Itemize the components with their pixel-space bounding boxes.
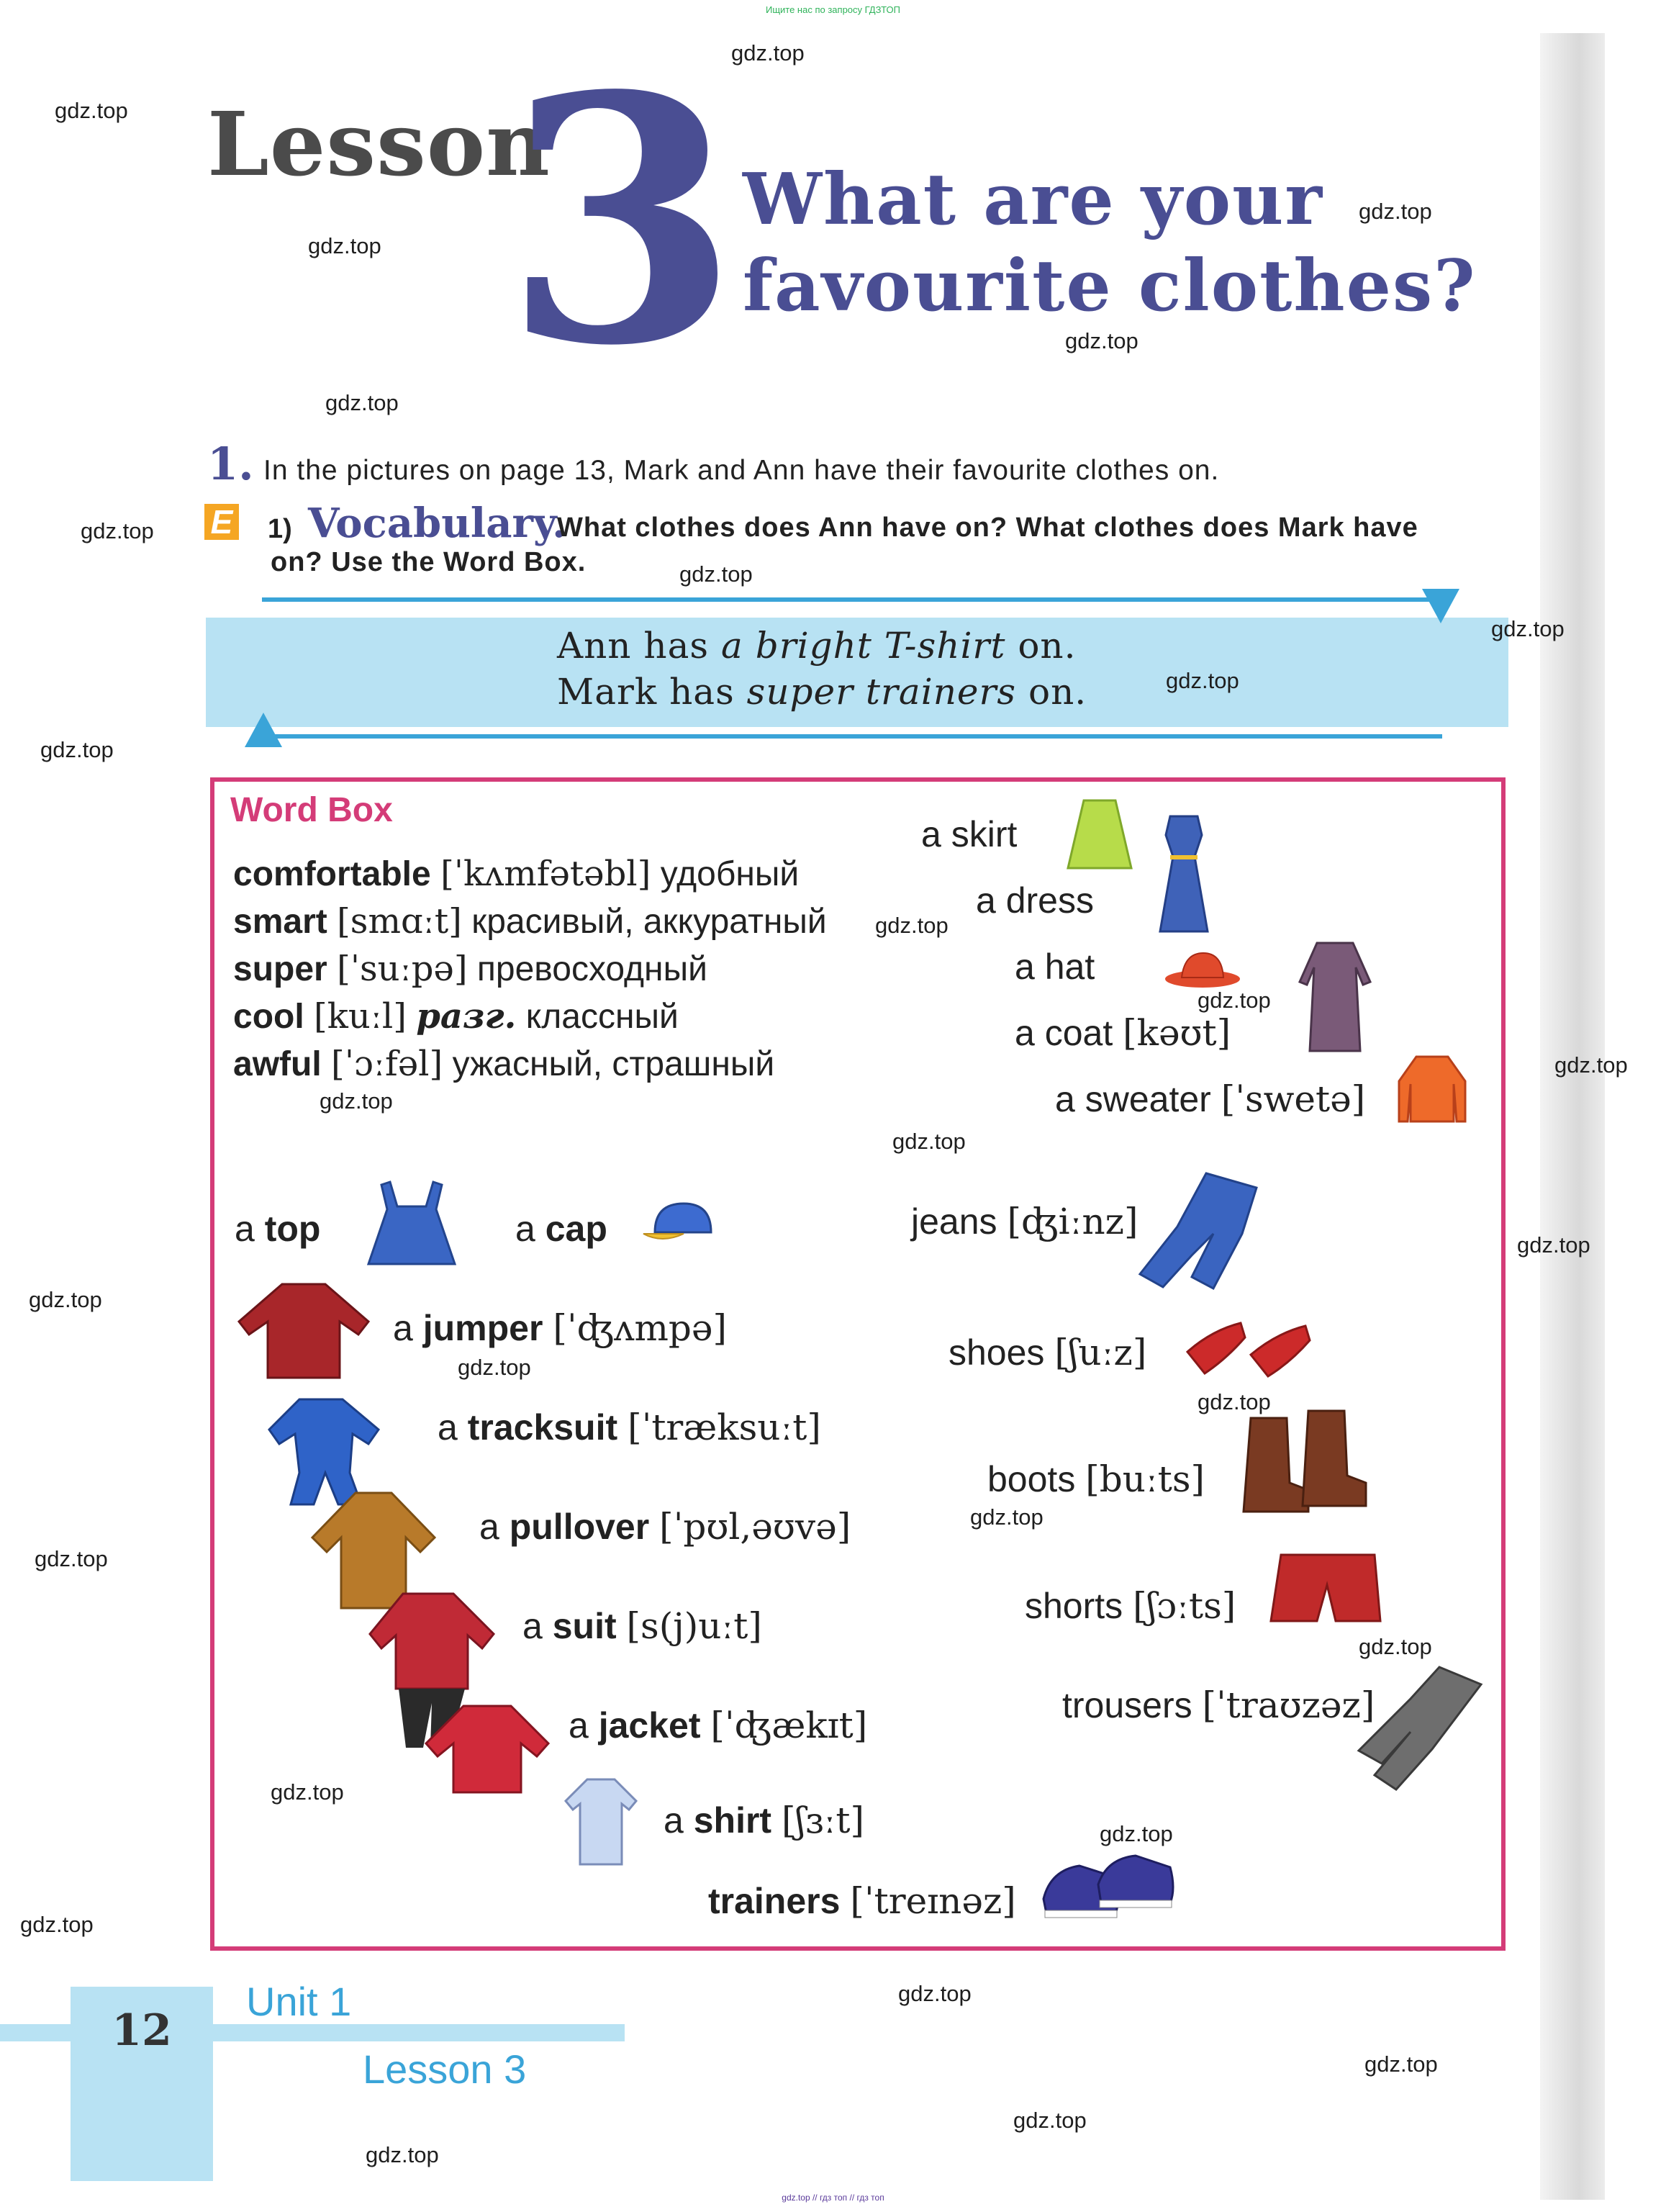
watermark: gdz.top <box>29 1287 102 1312</box>
task-text-line1: What clothes does Ann have on? What clothes does Mark have <box>557 513 1418 543</box>
jeans-icon <box>1134 1169 1262 1291</box>
clothes-label-suit: a suit [s(j)uːt] <box>522 1605 762 1647</box>
vocabulary-label: Vocabulary. <box>308 500 566 547</box>
lesson-label: Lesson 3 <box>363 2046 527 2092</box>
watermark: gdz.top <box>366 2142 439 2167</box>
watermark: gdz.top <box>892 1129 966 1154</box>
adjective-entry: awful [ˈɔːfəl] ужасный, страшный <box>233 1044 775 1084</box>
watermark: gdz.top <box>1554 1052 1628 1078</box>
clothes-label-coat: a coat [kəʊt] <box>1015 1012 1231 1054</box>
watermark: gdz.top <box>1166 668 1239 693</box>
lesson-word: Lesson <box>207 92 551 196</box>
watermark: gdz.top <box>1013 2108 1087 2133</box>
watermark: gdz.top <box>1359 1634 1432 1659</box>
clothes-label-top: a top <box>235 1209 321 1249</box>
watermark: gdz.top <box>1065 328 1138 353</box>
trousers-icon <box>1353 1663 1485 1792</box>
exercise-text: In the pictures on page 13, Mark and Ann have their favourite clothes on. <box>263 455 1220 486</box>
unit-label: Unit 1 <box>246 1979 352 2024</box>
clothes-label-shirt: a shirt [ʃɜːt] <box>664 1800 864 1841</box>
watermark: gdz.top <box>40 737 114 762</box>
clothes-label-jacket: a jacket [ˈʤækɪt] <box>569 1705 868 1746</box>
watermark: gdz.top <box>1359 199 1432 224</box>
boots-icon <box>1236 1404 1369 1519</box>
watermark: gdz.top <box>1364 2051 1438 2077</box>
clothes-label-trousers: trousers [ˈtraʊzəz] <box>1062 1684 1375 1726</box>
skirt-icon <box>1064 796 1136 874</box>
clothes-label-skirt: a skirt <box>921 814 1018 854</box>
task-text-line2: on? Use the Word Box. <box>271 547 587 577</box>
sweater-icon <box>1396 1052 1468 1126</box>
lesson-title-line1: What are your <box>743 158 1323 241</box>
shorts-icon <box>1267 1549 1385 1628</box>
watermark: gdz.top <box>898 1981 972 2006</box>
clothes-label-hat: a hat <box>1015 947 1095 987</box>
watermark: gdz.top <box>320 1088 393 1114</box>
bottom-banner: gdz.top // гдз топ // гдз топ <box>782 2193 884 2203</box>
word-box-title: Word Box <box>230 791 393 829</box>
clothes-label-boots: boots [buːts] <box>987 1458 1205 1500</box>
adjective-entry: smart [smɑːt] красивый, аккуратный <box>233 901 827 942</box>
triangle-down-icon <box>1422 589 1459 623</box>
band-bottom-rule <box>262 734 1442 739</box>
clothes-label-shoes: shoes [ʃuːz] <box>949 1332 1147 1373</box>
top-banner: Ищите нас по запросу ГДЗТОП <box>765 4 900 15</box>
adjective-entry: comfortable [ˈkʌmfətəbl] удобный <box>233 854 800 894</box>
coat-icon <box>1295 939 1375 1054</box>
task-number: 1) <box>268 514 292 544</box>
adjective-entry: super [ˈsuːpə] превосходный <box>233 949 707 989</box>
lesson-number: 3 <box>504 22 740 420</box>
page-edge-shadow <box>1540 33 1605 2200</box>
clothes-label-trainers: trainers [ˈtreɪnəz] <box>708 1880 1016 1922</box>
watermark: gdz.top <box>308 233 381 258</box>
clothes-label-jumper: a jumper [ˈʤʌmpə] <box>393 1307 728 1349</box>
top-icon <box>361 1178 462 1271</box>
watermark: gdz.top <box>271 1779 344 1805</box>
clothes-label-pullover: a pullover [ˈpʊl,əʊvə] <box>479 1506 851 1548</box>
watermark: gdz.top <box>1517 1232 1590 1258</box>
watermark: gdz.top <box>731 40 805 66</box>
e-badge-icon: E <box>204 504 239 540</box>
watermark: gdz.top <box>875 913 949 938</box>
watermark: gdz.top <box>20 1912 94 1937</box>
watermark: gdz.top <box>55 98 128 123</box>
watermark: gdz.top <box>1198 1389 1271 1414</box>
adjective-entry: cool [kuːl] разг. классный <box>233 996 679 1037</box>
jacket-icon <box>420 1700 554 1798</box>
triangle-up-icon <box>245 713 282 747</box>
watermark: gdz.top <box>35 1546 108 1571</box>
dress-icon <box>1154 813 1213 934</box>
trainers-icon <box>1036 1848 1180 1929</box>
example-line-2: Mark has super trainers on. <box>557 671 1087 713</box>
watermark: gdz.top <box>970 1504 1043 1530</box>
clothes-label-shorts: shorts [ʃɔːts] <box>1025 1585 1236 1627</box>
shoes-icon <box>1183 1309 1316 1381</box>
hat-icon <box>1163 949 1242 989</box>
watermark: gdz.top <box>1100 1821 1173 1846</box>
example-line-1: Ann has a bright T-shirt on. <box>557 625 1077 667</box>
watermark: gdz.top <box>325 390 399 415</box>
clothes-label-cap: a cap <box>515 1209 607 1249</box>
watermark: gdz.top <box>679 561 753 587</box>
clothes-label-dress: a dress <box>976 880 1094 921</box>
watermark: gdz.top <box>458 1355 531 1380</box>
lesson-title-line2: favourite clothes? <box>743 245 1477 328</box>
jumper-icon <box>232 1278 376 1383</box>
watermark: gdz.top <box>81 518 154 543</box>
cap-icon <box>640 1199 718 1250</box>
exercise-number: 1. <box>207 438 254 490</box>
band-top-rule <box>262 597 1442 602</box>
clothes-label-tracksuit: a tracksuit [ˈtræksuːt] <box>438 1407 821 1448</box>
page-number: 12 <box>112 2005 172 2056</box>
watermark: gdz.top <box>1198 988 1271 1013</box>
watermark: gdz.top <box>1491 616 1565 641</box>
shirt-icon <box>561 1775 640 1869</box>
clothes-label-sweater: a sweater [ˈswetə] <box>1055 1078 1366 1120</box>
clothes-label-jeans: jeans [ʤiːnz] <box>911 1201 1138 1242</box>
